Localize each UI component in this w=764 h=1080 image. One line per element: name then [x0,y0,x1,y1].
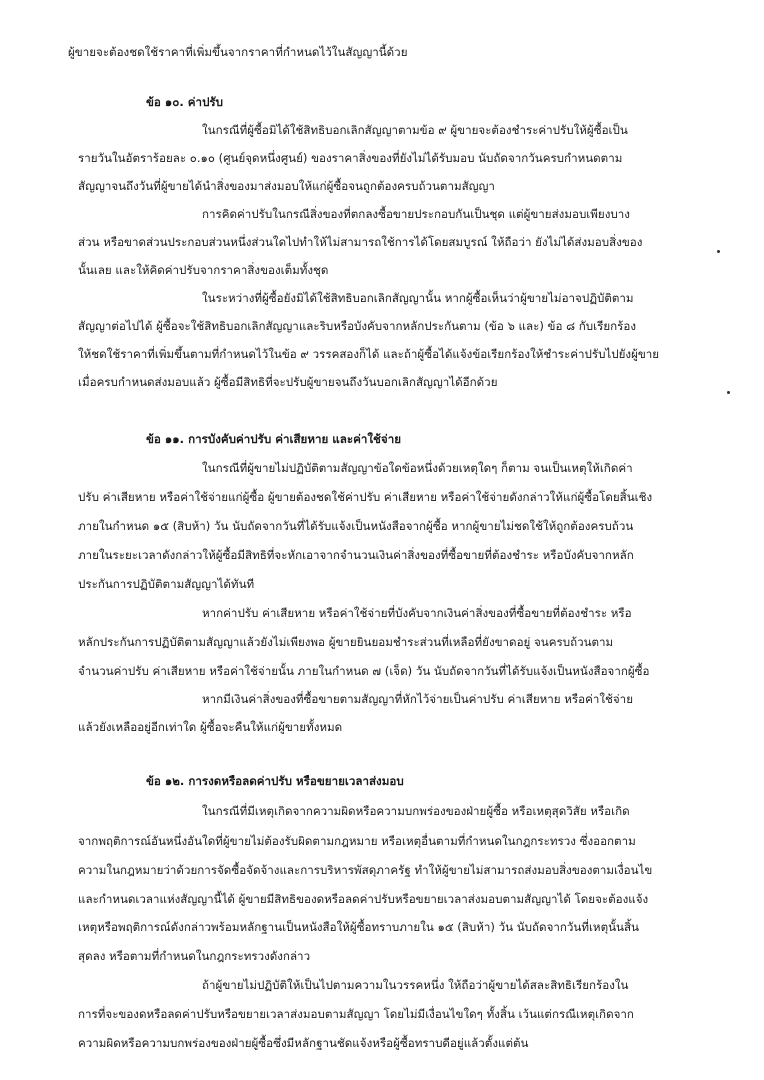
paragraph-line: และกำหนดเวลาแห่งสัญญานี้ได้ ผู้ขายมีสิทธิของดหรือลดค่าปรับหรือขยายเวลาส่งมอบตามสัญญาได้ โดยจะต้องแจ้ง [78,892,649,906]
paragraph-line: รายวันในอัตราร้อยละ ๐.๑๐ (ศูนย์จุดหนึ่งศูนย์) ของราคาสิ่งของที่ยังไม่ได้รับมอบ นับถัดจากวันครบกำหนดตาม [78,151,623,165]
paragraph-line: นั้นเลย และให้คิดค่าปรับจากราคาสิ่งของเต็มทั้งชุด [78,263,329,277]
paragraph-line: หากมีเงินค่าสิ่งของที่ซื้อขายตามสัญญาที่หักไว้จ่ายเป็นค่าปรับ ค่าเสียหาย หรือค่าใช้จ่าย [202,692,633,706]
paragraph-line: ภายในระยะเวลาดังกล่าวให้ผู้ซื้อมีสิทธิที่จะหักเอาจากจำนวนเงินค่าสิ่งของที่ซื้อขายที่ต้องชำระ หรือบังคับจากหลัก [78,548,634,562]
section-12-heading: ข้อ ๑๒. การงดหรือลดค่าปรับ หรือขยายเวลาส่งมอบ [146,774,404,788]
paragraph-line: ให้ชดใช้ราคาที่เพิ่มขึ้นตามที่กำหนดไว้ในข้อ ๙ วรรคสองก็ได้ และถ้าผู้ซื้อได้แจ้งข้อเรียกร้องให้ชำระค่าปรับไปยังผู้ขาย [78,347,660,361]
paragraph-line: จากพฤติการณ์อันหนึ่งอันใดที่ผู้ขายไม่ต้องรับผิดตามกฎหมาย หรือเหตุอื่นตามที่กำหนดในกฎกระทรวง ซึ่งออกตาม [78,834,636,848]
paragraph-line: การที่จะของดหรือลดค่าปรับหรือขยายเวลาส่งมอบตามสัญญา โดยไม่มีเงื่อนไขใดๆ ทั้งสิ้น เว้นแต่กรณีเหตุเกิดจาก [78,1007,634,1021]
paragraph-line: เหตุหรือพฤติการณ์ดังกล่าวพร้อมหลักฐานเป็นหนังสือให้ผู้ซื้อทราบภายใน ๑๕ (สิบห้า) วัน นับถัดจากวันที่เหตุนั้นสิ้น [78,920,639,934]
paragraph-line: ประกันการปฏิบัติตามสัญญาได้ทันที [78,577,255,591]
paragraph-line: ความผิดหรือความบกพร่องของฝ่ายผู้ซื้อซึ่งมีหลักฐานชัดแจ้งหรือผู้ซื้อทราบดีอยู่แล้วตั้งแต่ต้น [78,1036,529,1050]
paragraph-line: ในระหว่างที่ผู้ซื้อยังมิได้ใช้สิทธิบอกเลิกสัญญานั้น หากผู้ซื้อเห็นว่าผู้ขายไม่อาจปฏิบัติตาม [202,291,634,305]
scan-speck [717,250,720,253]
paragraph-line: จำนวนค่าปรับ ค่าเสียหาย หรือค่าใช้จ่ายนั้น ภายในกำหนด ๗ (เจ็ด) วัน นับถัดจากวันที่ได้รับแจ้งเป็นหนังสือจากผู้ซื้อ [78,664,650,678]
paragraph-line: ส่วน หรือขาดส่วนประกอบส่วนหนึ่งส่วนใดไปทำให้ไม่สามารถใช้การได้โดยสมบูรณ์ ให้ถือว่า ยังไม่ได้ส่งมอบสิ่งของ [78,235,643,249]
paragraph-line: สุดลง หรือตามที่กำหนดในกฎกระทรวงดังกล่าว [78,949,311,963]
section-10-heading: ข้อ ๑๐. ค่าปรับ [146,95,224,109]
paragraph-line: แล้วยังเหลืออยู่อีกเท่าใด ผู้ซื้อจะคืนให้แก่ผู้ขายทั้งหมด [78,720,343,734]
paragraph-line: สัญญาต่อไปได้ ผู้ซื้อจะใช้สิทธิบอกเลิกสัญญาและริบหรือบังคับจากหลักประกันตาม (ข้อ ๖ และ) ข้อ ๘ กับเรียกร้อง [78,319,636,333]
paragraph-line: ผู้ขายจะต้องชดใช้ราคาที่เพิ่มขึ้นจากราคาที่กำหนดไว้ในสัญญานี้ด้วย [68,45,408,59]
paragraph-line: สัญญาจนถึงวันที่ผู้ขายได้นำสิ่งของมาส่งมอบให้แก่ผู้ซื้อจนถูกต้องครบถ้วนตามสัญญา [78,179,495,193]
paragraph-line: ปรับ ค่าเสียหาย หรือค่าใช้จ่ายแก่ผู้ซื้อ ผู้ขายต้องชดใช้ค่าปรับ ค่าเสียหาย หรือค่าใช้จ่ายดังกล่าวให้แก่ผู้ซื้อโดยสิ้นเชิง [78,490,653,504]
paragraph-line: ในกรณีที่ผู้ขายไม่ปฏิบัติตามสัญญาข้อใดข้อหนึ่งด้วยเหตุใดๆ ก็ตาม จนเป็นเหตุให้เกิดค่า [202,461,633,475]
paragraph-line: หากค่าปรับ ค่าเสียหาย หรือค่าใช้จ่ายที่บังคับจากเงินค่าสิ่งของที่ซื้อขายที่ต้องชำระ หรือ [202,606,632,620]
paragraph-line: การคิดค่าปรับในกรณีสิ่งของที่ตกลงซื้อขายประกอบกันเป็นชุด แต่ผู้ขายส่งมอบเพียงบาง [202,207,630,221]
scan-speck [727,391,730,394]
section-11-heading: ข้อ ๑๑. การบังคับค่าปรับ ค่าเสียหาย และค่าใช้จ่าย [146,432,402,446]
paragraph-line: ความในกฎหมายว่าด้วยการจัดซื้อจัดจ้างและการบริหารพัสดุภาครัฐ ทำให้ผู้ขายไม่สามารถส่งมอบสิ่งของตามเงื่อนไข [78,863,653,877]
paragraph-line: ในกรณีที่ผู้ซื้อมิได้ใช้สิทธิบอกเลิกสัญญาตามข้อ ๙ ผู้ขายจะต้องชำระค่าปรับให้ผู้ซื้อเป็น [202,123,628,137]
paragraph-line: เมื่อครบกำหนดส่งมอบแล้ว ผู้ซื้อมีสิทธิที่จะปรับผู้ขายจนถึงวันบอกเลิกสัญญาได้อีกด้วย [78,375,498,389]
paragraph-line: หลักประกันการปฏิบัติตามสัญญาแล้วยังไม่เพียงพอ ผู้ขายยินยอมชำระส่วนที่เหลือที่ยังขาดอยู่ จนครบถ้วนตาม [78,635,614,649]
paragraph-line: ถ้าผู้ขายไม่ปฏิบัติให้เป็นไปตามความในวรรคหนึ่ง ให้ถือว่าผู้ขายได้สละสิทธิเรียกร้องใน [202,978,629,992]
paragraph-line: ในกรณีที่มีเหตุเกิดจากความผิดหรือความบกพร่องของฝ่ายผู้ซื้อ หรือเหตุสุดวิสัย หรือเกิด [202,804,630,818]
paragraph-line: ภายในกำหนด ๑๕ (สิบห้า) วัน นับถัดจากวันที่ได้รับแจ้งเป็นหนังสือจากผู้ซื้อ หากผู้ขายไม่ชดใช้ให้ถูกต้องครบถ้วน [78,519,634,533]
